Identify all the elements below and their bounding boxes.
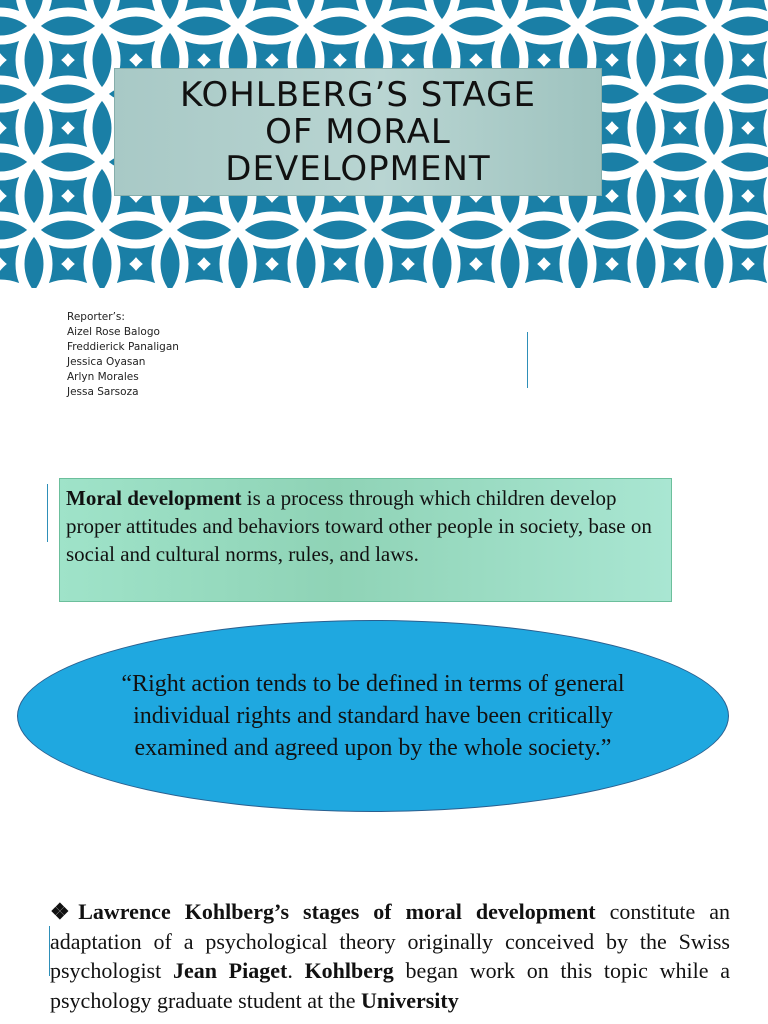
definition-text: is a process through which children develop proper attitudes and behaviors toward other people in society, base on social and cultural norms, rules, and laws.	[66, 486, 652, 566]
text-cursor-bar	[47, 484, 48, 542]
paragraph-text: began work on this topic while a psychology graduate student at the	[50, 958, 730, 1013]
reporters-label: Reporter’s:	[67, 311, 125, 323]
reporter-name: Aizel Rose Balogo	[67, 326, 160, 338]
bullet-icon: ❖	[50, 899, 79, 924]
title-slide-banner	[0, 0, 768, 288]
text-cursor-bar	[527, 332, 528, 388]
reporter-name: Jessica Oyasan	[67, 356, 146, 368]
bold-phrase: Kohlberg	[304, 958, 394, 983]
reporters-list	[67, 310, 179, 400]
paragraph-text: constitute an adaptation of a psychological theory originally conceived by the Swiss psychologist	[50, 899, 730, 983]
bold-phrase: Jean Piaget	[172, 958, 288, 983]
bold-phrase: University	[360, 987, 459, 1013]
title-box	[114, 68, 602, 196]
quote-ellipse	[17, 620, 729, 812]
bold-phrase: Lawrence Kohlberg’s stages of moral development	[78, 899, 596, 924]
kohlberg-paragraph	[50, 897, 730, 1015]
definition-term: Moral development	[66, 486, 242, 510]
reporter-name: Jessa Sarsoza	[67, 386, 139, 398]
reporter-name: Freddierick Panaligan	[67, 341, 179, 353]
quote-text: “Right action tends to be defined in terms of general individual rights and standard have been critically examined and agreed upon by the whole society.”	[121, 671, 625, 761]
paragraph-text: .	[287, 958, 305, 983]
definition-box	[59, 478, 672, 602]
reporter-name: Arlyn Morales	[67, 371, 139, 383]
slide-title: KOHLBERG’S STAGE OF MORAL DEVELOPMENT	[180, 74, 536, 189]
